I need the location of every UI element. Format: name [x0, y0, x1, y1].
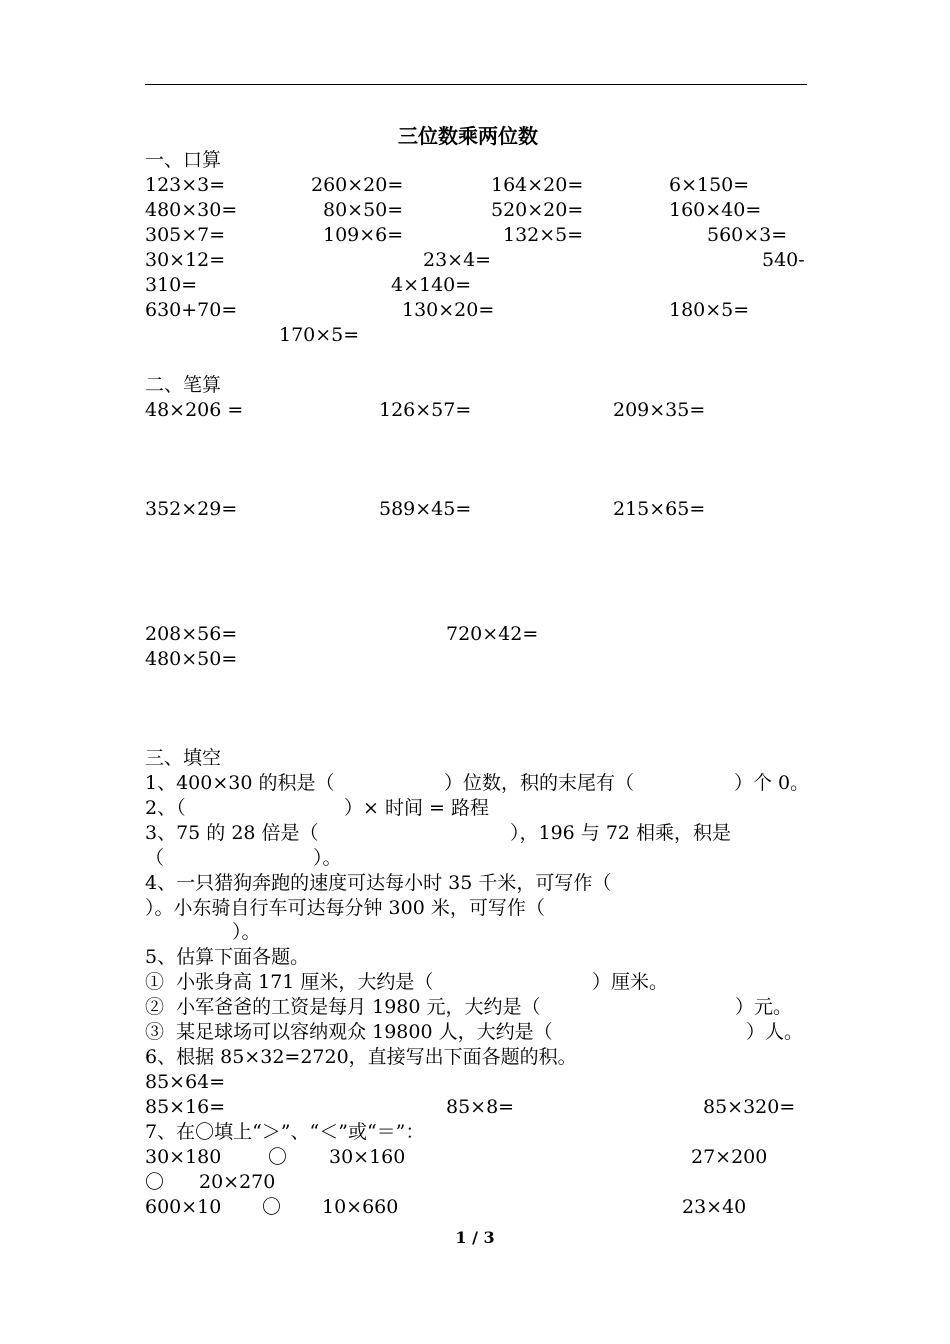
- problem: 720×42=: [446, 623, 539, 645]
- question-text: ）个 0。: [734, 772, 810, 794]
- compare-circle: 〇: [268, 1146, 288, 1168]
- problem: 480×30=: [145, 199, 238, 221]
- problem: 260×20=: [311, 174, 404, 196]
- question-text: ② 小军爸爸的工资是每月 1980 元，大约是（: [145, 996, 541, 1018]
- problem: 23×4=: [423, 249, 492, 271]
- question-text: ）。: [232, 921, 261, 943]
- compare-circle: 〇: [262, 1196, 282, 1218]
- question-text: ）厘米。: [592, 971, 669, 993]
- question-text: ），196 与 72 相乘，积是: [510, 822, 732, 844]
- question-text: 5、估算下面各题。: [145, 946, 310, 968]
- problem: 160×40=: [669, 199, 762, 221]
- problem: 208×56=: [145, 623, 238, 645]
- problem: 10×660: [322, 1196, 399, 1218]
- question-text: 6、根据 85×32=2720，直接写出下面各题的积。: [145, 1046, 577, 1068]
- problem: 85×16=: [145, 1096, 226, 1118]
- problem: 126×57=: [379, 399, 472, 421]
- question-text: 2、（: [145, 797, 186, 819]
- question-text: 4、一只猎狗奔跑的速度可达每小时 35 千米，可写作（: [145, 872, 612, 894]
- question-text: 7、在〇填上“＞”、“＜”或“＝”：: [145, 1121, 425, 1143]
- problem: 30×160: [329, 1146, 406, 1168]
- problem: 30×12=: [145, 249, 226, 271]
- problem: 180×5=: [669, 299, 750, 321]
- problem: 130×20=: [402, 299, 495, 321]
- problem: 630+70=: [145, 299, 238, 321]
- problem: 520×20=: [491, 199, 584, 221]
- question-text: 3、75 的 28 倍是（: [145, 822, 319, 844]
- problem: 215×65=: [613, 498, 706, 520]
- problem: 600×10: [145, 1196, 222, 1218]
- problem: 305×7=: [145, 224, 226, 246]
- section-heading: 二、笔算: [145, 374, 222, 396]
- section-heading: 一、口算: [145, 149, 222, 171]
- problem: 123×3=: [145, 174, 226, 196]
- question-text: ）。: [313, 847, 342, 869]
- question-text: ）元。: [735, 996, 793, 1018]
- problem: 27×200: [691, 1146, 768, 1168]
- problem: 540-: [762, 249, 805, 271]
- question-text: （: [145, 847, 165, 869]
- question-text: ③ 某足球场可以容纳观众 19800 人，大约是（: [145, 1021, 553, 1043]
- problem: 85×320=: [703, 1096, 796, 1118]
- problem: 85×64=: [145, 1071, 226, 1093]
- problem: 48×206 =: [145, 399, 244, 421]
- section-heading: 三、填空: [145, 747, 222, 769]
- problem: 6×150=: [669, 174, 750, 196]
- question-text: ）人。: [746, 1021, 804, 1043]
- problem: 80×50=: [323, 199, 404, 221]
- page-title: 三位数乘两位数: [398, 124, 538, 148]
- problem: 164×20=: [491, 174, 584, 196]
- page-number: 1 / 3: [455, 1228, 495, 1247]
- problem: 20×270: [199, 1171, 276, 1193]
- question-text: ）位数，积的末尾有（: [444, 772, 635, 794]
- problem: 209×35=: [613, 399, 706, 421]
- question-text: ）× 时间 = 路程: [344, 797, 489, 819]
- problem: 560×3=: [707, 224, 788, 246]
- problem: 109×6=: [323, 224, 404, 246]
- problem: 4×140=: [391, 274, 472, 296]
- question-text: ）。小东骑自行车可达每分钟 300 米，可写作（: [145, 897, 545, 919]
- question-text: 1、400×30 的积是（: [145, 772, 335, 794]
- problem: 23×40: [682, 1196, 747, 1218]
- problem: 480×50=: [145, 648, 238, 670]
- question-text: ① 小张身高 171 厘米，大约是（: [145, 971, 434, 993]
- problem: 132×5=: [503, 224, 584, 246]
- problem: 30×180: [145, 1146, 222, 1168]
- problem: 589×45=: [379, 498, 472, 520]
- problem: 170×5=: [279, 324, 360, 346]
- problem: 352×29=: [145, 498, 238, 520]
- header-rule: [145, 84, 807, 85]
- compare-circle: 〇: [145, 1171, 165, 1193]
- problem: 310=: [145, 274, 198, 296]
- problem: 85×8=: [446, 1096, 515, 1118]
